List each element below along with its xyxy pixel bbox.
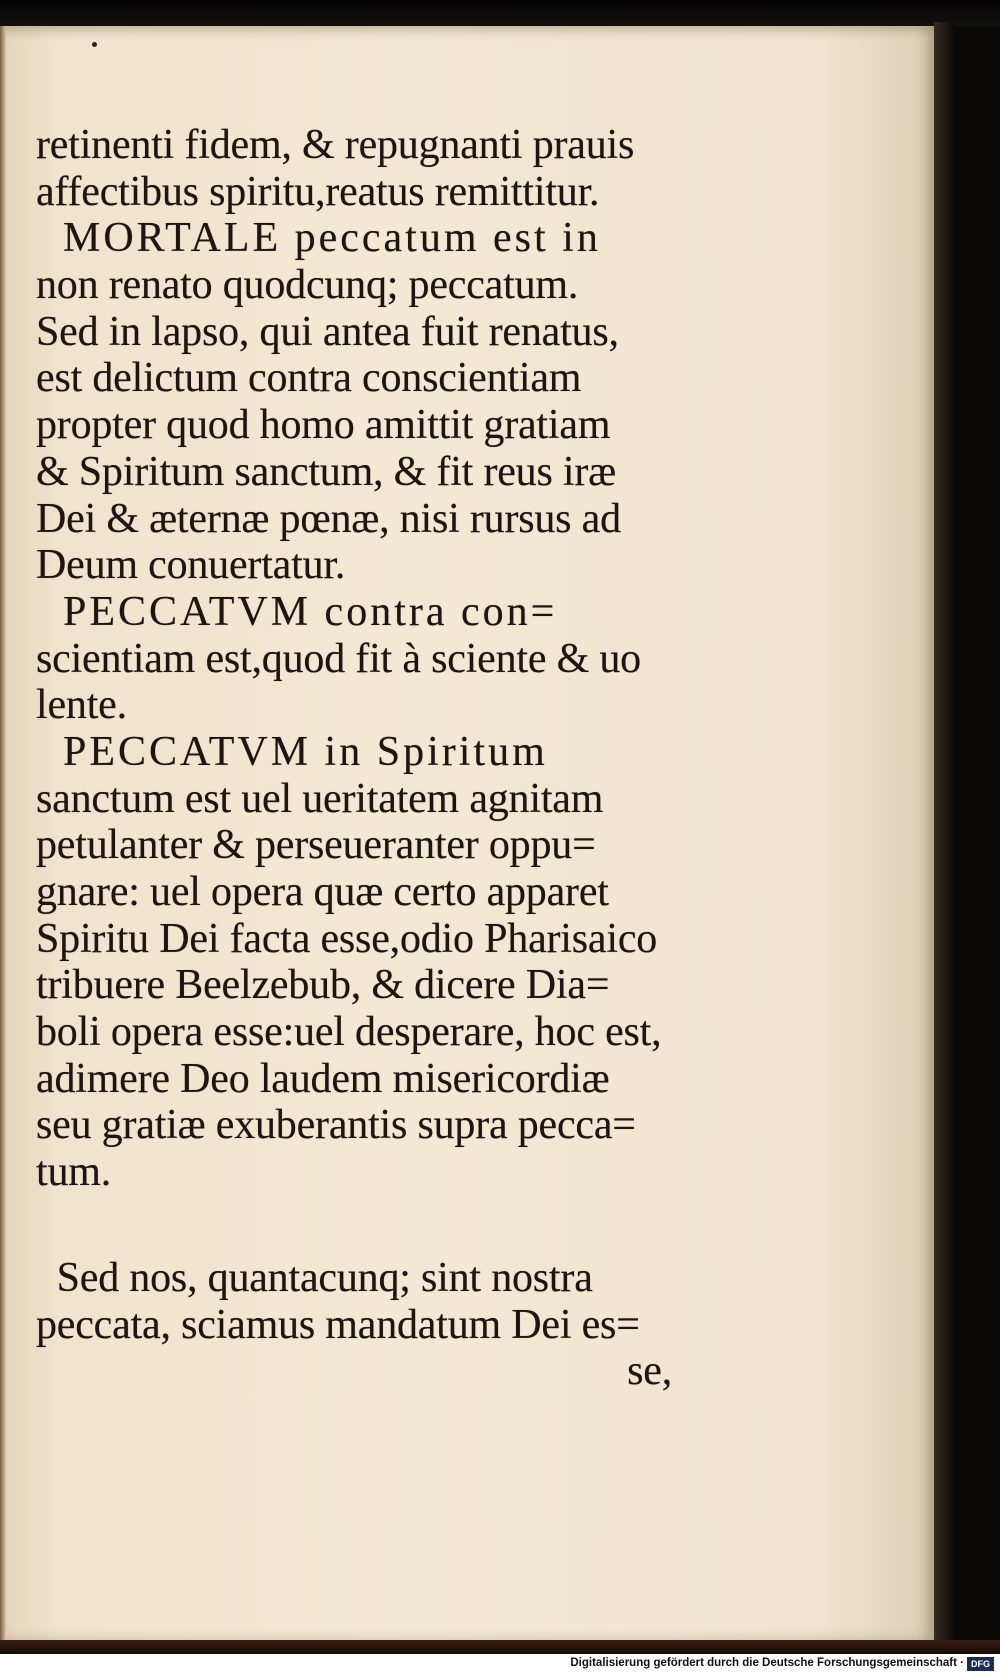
page-gutter: [0, 26, 6, 1640]
text-line: peccata, sciamus mandatum Dei es=: [36, 1301, 640, 1348]
page-text-lower: [36, 1255, 676, 1395]
page-edge-shadow: [934, 22, 954, 1644]
catchword: se,: [627, 1348, 672, 1395]
text-line: Deum conuertatur.: [36, 542, 346, 589]
text-line: adimere Deo laudem misericordiæ: [36, 1055, 610, 1102]
page-text: [36, 122, 676, 1196]
text-line: seu gratiæ exuberantis supra pecca=: [36, 1102, 636, 1149]
text-line: tribuere Beelzebub, & dicere Dia=: [36, 962, 610, 1009]
text-line: MORTALE peccatum est in: [36, 215, 601, 262]
text-line: gnare: uel opera quæ certo apparet: [36, 869, 609, 915]
text-line: est delictum contra conscientiam: [36, 355, 582, 402]
dfg-logo-icon: DFG: [967, 1657, 994, 1671]
text-line: PECCATVM in Spiritum: [36, 728, 548, 775]
text-line: & Spiritum sanctum, & fit reus iræ: [36, 448, 616, 495]
text-line: scientiam est,quod fit à sciente & uo: [36, 635, 641, 682]
text-line: Dei & æternæ pœnæ, nisi rursus ad: [36, 495, 621, 542]
text-line: petulanter & perseueranter oppu=: [36, 822, 596, 869]
text-line: retinenti fidem, & repugnanti prauis: [36, 122, 635, 168]
text-line: propter quod homo amittit gratiam: [36, 402, 611, 449]
scan-edge-top: [0, 0, 1000, 26]
text-line: PECCATVM contra con=: [36, 588, 558, 635]
footer-credit: Digitalisierung gefördert durch die Deutsche Forschungsgemeinschaft ·: [570, 1657, 964, 1669]
text-line: Sed nos, quantacunq; sint nostra: [36, 1255, 593, 1301]
text-line: lente.: [36, 682, 127, 729]
text-line: Sed in lapso, qui antea fuit renatus,: [36, 308, 619, 355]
text-line: affectibus spiritu,reatus remittitur.: [36, 168, 600, 215]
digitization-footer: [0, 1654, 1000, 1676]
text-line: non renato quodcunq; peccatum.: [36, 262, 579, 309]
book-bottom-edge: [0, 1640, 1000, 1654]
text-line: Spiritu Dei facta esse,odio Pharisaico: [36, 915, 658, 962]
text-line: sanctum est uel ueritatem agnitam: [36, 775, 604, 822]
ink-speck: [92, 42, 97, 47]
text-line: tum.: [36, 1149, 112, 1196]
text-line: boli opera esse:uel desperare, hoc est,: [36, 1009, 662, 1056]
